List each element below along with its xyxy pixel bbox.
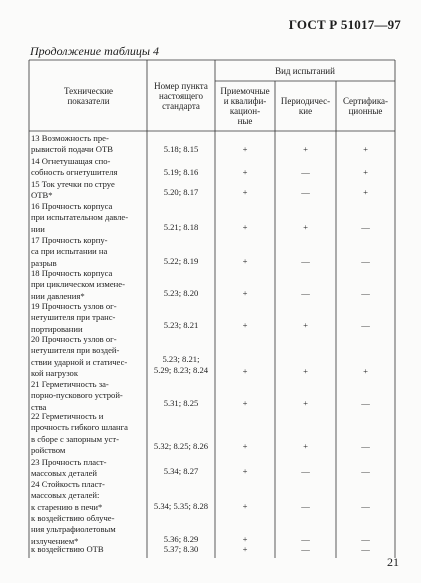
row-21-periodic: + bbox=[303, 398, 308, 408]
row-17-certification: — bbox=[361, 256, 370, 266]
row-21-certification: — bbox=[361, 398, 370, 408]
row-13-text: 13 Возможность пре- рывистой подачи ОТВ bbox=[31, 133, 113, 155]
row-21-acceptance: + bbox=[242, 398, 248, 408]
row-22-acceptance: + bbox=[242, 441, 248, 451]
row-13-clause: 5.18; 8.15 bbox=[163, 144, 199, 154]
row-18-acceptance: + bbox=[242, 288, 248, 298]
row-23-clause: 5.34; 8.27 bbox=[163, 466, 199, 476]
row-19-clause: 5.23; 8.21 bbox=[163, 320, 199, 330]
row-20-periodic: + bbox=[303, 366, 308, 376]
row-19-certification: — bbox=[361, 320, 370, 330]
row-15-clause: 5.20; 8.17 bbox=[163, 187, 199, 197]
row-14-certification: + bbox=[363, 167, 368, 177]
row-22-certification: — bbox=[361, 441, 370, 451]
row-22-text: 22 Герметичность и прочность гибкого шланга в сборе с запорным уст- ройством bbox=[31, 411, 128, 456]
row-20-certification: + bbox=[363, 366, 368, 376]
row-18-periodic: — bbox=[301, 288, 310, 298]
row-17-periodic: — bbox=[301, 256, 310, 266]
row-18-clause: 5.23; 8.20 bbox=[163, 288, 199, 298]
row-24c-certification: — bbox=[361, 544, 370, 554]
row-23-text: 23 Прочность пласт- массовых деталей bbox=[31, 457, 107, 479]
row-15-certification: + bbox=[363, 187, 368, 197]
table-caption: Продолжение таблицы 4 bbox=[30, 44, 160, 58]
row-24-text: 24 Стойкость пласт- массовых деталей: к старению в печи* bbox=[31, 479, 105, 512]
row-24b-acceptance: + bbox=[242, 534, 248, 544]
header-technical-indicators: Технические показатели bbox=[63, 85, 114, 106]
row-24b-certification: — bbox=[361, 534, 370, 544]
header-certification: Сертифика- ционные bbox=[342, 96, 389, 116]
row-13-periodic: + bbox=[303, 144, 308, 154]
row-19-periodic: + bbox=[303, 320, 308, 330]
row-16-periodic: + bbox=[303, 222, 308, 232]
row-23-certification: — bbox=[361, 466, 370, 476]
row-13-acceptance: + bbox=[242, 144, 248, 154]
row-16-clause: 5.21; 8.18 bbox=[163, 222, 199, 232]
row-24c-acceptance: + bbox=[242, 544, 248, 554]
row-14-periodic: — bbox=[301, 167, 310, 177]
row-24c-periodic: — bbox=[301, 544, 310, 554]
header-periodic: Периодичес- кие bbox=[280, 96, 331, 116]
row-24c-text: к воздействию ОТВ bbox=[31, 544, 104, 554]
row-19-acceptance: + bbox=[242, 320, 248, 330]
row-19-text: 19 Прочность узлов ог- нетушителя при транс- портировании bbox=[31, 301, 117, 334]
row-20-text: 20 Прочность узлов ог- нетушителя при воздей- ствии ударной и статичес- кой нагрузок bbox=[31, 334, 128, 379]
row-16-acceptance: + bbox=[242, 222, 248, 232]
row-21-text: 21 Герметичность за- порно-пускового устрой- ства bbox=[31, 379, 123, 412]
row-24-clause: 5.34; 5.35; 8.28 bbox=[153, 501, 209, 511]
row-18-certification: — bbox=[361, 288, 370, 298]
row-24c-clause: 5.37; 8.30 bbox=[163, 544, 199, 554]
row-14-clause: 5.19; 8.16 bbox=[163, 167, 199, 177]
row-22-clause: 5.32; 8.25; 8.26 bbox=[153, 441, 209, 451]
row-14-text: 14 Огнетушащая спо- собность огнетушителя bbox=[31, 156, 118, 178]
row-23-acceptance: + bbox=[242, 466, 248, 476]
row-24-certification: — bbox=[361, 501, 370, 511]
row-24b-text: к воздействию облуче- ния ультрафиолетовым излучением* bbox=[31, 513, 116, 546]
row-15-text: 15 Ток утечки по струе ОТВ* bbox=[31, 179, 115, 201]
header-clause-number: Номер пункта настоящего стандарта bbox=[154, 80, 208, 111]
page-number: 21 bbox=[387, 555, 399, 569]
row-24b-periodic: — bbox=[301, 534, 310, 544]
row-24-acceptance: + bbox=[242, 501, 248, 511]
row-18-text: 18 Прочность корпуса при циклическом измене- нии давления* bbox=[31, 268, 125, 301]
row-15-periodic: — bbox=[301, 187, 310, 197]
row-16-text: 16 Прочность корпуса при испытательном давле- нии bbox=[31, 201, 129, 234]
row-22-periodic: + bbox=[303, 441, 308, 451]
header-acceptance: Приемочные и квалифи- кацион- ные bbox=[220, 86, 270, 126]
row-14-acceptance: + bbox=[242, 167, 248, 177]
row-20-acceptance: + bbox=[242, 366, 248, 376]
header-test-type: Вид испытаний bbox=[275, 65, 335, 76]
row-16-certification: — bbox=[361, 222, 370, 232]
row-17-acceptance: + bbox=[242, 256, 248, 266]
row-13-certification: + bbox=[363, 144, 368, 154]
row-24b-clause: 5.36; 8.29 bbox=[163, 534, 199, 544]
row-20-clause: 5.23; 8.21; 5.29; 8.23; 8.24 bbox=[153, 354, 209, 376]
row-21-clause: 5.31; 8.25 bbox=[163, 398, 199, 408]
row-17-text: 17 Прочность корпу- са при испытании на разрыв bbox=[31, 235, 108, 268]
row-23-periodic: — bbox=[301, 466, 310, 476]
row-17-clause: 5.22; 8.19 bbox=[163, 256, 199, 266]
row-24-periodic: — bbox=[301, 501, 310, 511]
standard-designation: ГОСТ Р 51017—97 bbox=[288, 17, 401, 32]
row-15-acceptance: + bbox=[242, 187, 248, 197]
